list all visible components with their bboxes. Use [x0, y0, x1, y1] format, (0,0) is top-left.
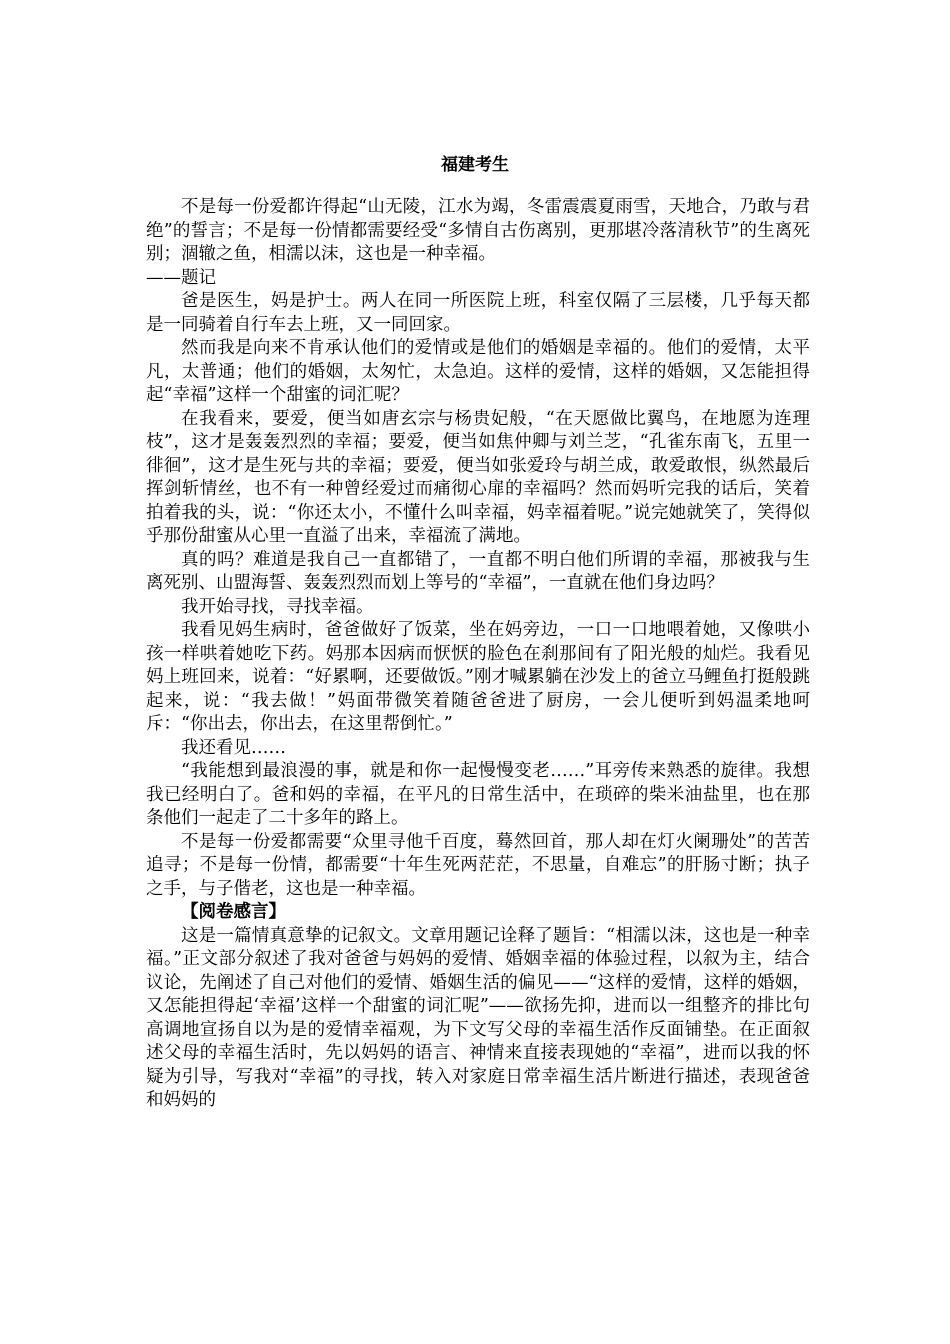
- review-text: 这是一篇情真意挚的记叙文。文章用题记诠释了题旨：“相濡以沫，这也是一种幸福。”正文部分叙述了我对爸爸与妈妈的爱情、婚姻幸福的体验过程，以叙为主，结合议论，先阐述了自己对他们的爱情、婚姻生活的偏见——“这样的爱情，这样的婚姻，又怎能担得起‘幸福’这样一个甜蜜的词汇呢”——欲扬先抑，进而以一组整齐的排比句高调地宣扬自以为是的爱情幸福观，为下文写父母的幸福生活作反面铺垫。在正面叙述父母的幸福生活时，先以妈妈的语言、神情来直接表现她的“幸福”，进而以我的怀疑为引导，写我对“幸福”的寻找，转入对家庭日常幸福生活片断进行描述，表现爸爸和妈妈的: [146, 925, 810, 1110]
- epigraph: 不是每一份爱都许得起“山无陵，江水为竭，冬雷震震夏雨雪，天地合，乃敢与君绝”的誓言；不是每一份情都需要经受“多情自古伤离别，更那堪冷落清秋节”的生离死别；涸辙之鱼，相濡以沫，这也是一种幸福。: [146, 197, 810, 264]
- paragraph: 我还看见……: [181, 737, 286, 758]
- document-body: [146, 196, 810, 1113]
- paragraph: 我开始寻找，寻找幸福。: [181, 596, 374, 617]
- document-title: 福建考生: [441, 155, 509, 175]
- paragraph: 然而我是向来不肯承认他们的爱情或是他们的婚姻是幸福的。他们的爱情，太平凡，太普通；他们的婚姻，太匆忙，太急迫。这样的爱情，这样的婚姻，又怎能担得起“幸福”这样一个甜蜜的词汇呢？: [146, 338, 810, 405]
- paragraph: “我能想到最浪漫的事，就是和你一起慢慢变老……”耳旁传来熟悉的旋律。我想我已经明白了。爸和妈的幸福，在平凡的日常生活中，在琐碎的柴米油盐里，也在那条他们一起走了二十多年的路上。: [146, 761, 810, 828]
- review-heading: 【阅卷感言】: [181, 902, 286, 922]
- paragraph: 不是每一份爱都需要“众里寻他千百度，蓦然回首，那人却在灯火阑珊处”的苦苦追寻；不是每一份情，都需要“十年生死两茫茫，不思量，自难忘”的肝肠寸断；执子之手，与子偕老，这也是一种幸福。: [146, 831, 810, 899]
- paragraph: 爸是医生，妈是护士。两人在同一所医院上班，科室仅隔了三层楼，几乎每天都是一同骑着自行车去上班，又一同回家。: [146, 291, 810, 335]
- epigraph-note: ——题记: [146, 267, 216, 288]
- paragraph: 我看见妈生病时，爸爸做好了饭菜，坐在妈旁边，一口一口地喂着她，又像哄小孩一样哄着她吃下药。妈那本因病而恹恹的脸色在刹那间有了阳光般的灿烂。我看见妈上班回来，说着：“好累啊，还要做饭。”刚才喊累躺在沙发上的爸立马鲤鱼打挺般跳起来，说：“我去做！”妈面带微笑着随爸爸进了厨房，一会儿便听到妈温柔地呵斥：“你出去，你出去，在这里帮倒忙。”: [146, 620, 810, 734]
- paragraph: 在我看来，要爱，便当如唐玄宗与杨贵妃般，“在天愿做比翼鸟，在地愿为连理枝”，这才是轰轰烈烈的幸福；要爱，便当如焦仲卿与刘兰芝，“孔雀东南飞，五里一徘徊”，这才是生死与共的幸福；要爱，便当如张爱玲与胡兰成，敢爱敢恨，纵然最后挥剑斩情丝，也不有一种曾经爱过而痛彻心扉的幸福吗？然而妈听完我的话后，笑着拍着我的头，说：“你还太小，不懂什么叫幸福，妈幸福着呢。”说完她就笑了，笑得似乎那份甜蜜从心里一直溢了出来，幸福流了满地。: [146, 408, 810, 546]
- paragraph: 真的吗？难道是我自己一直都错了，一直都不明白他们所谓的幸福，那被我与生离死别、山盟海誓、轰轰烈烈而划上等号的“幸福”，一直就在他们身边吗？: [146, 549, 810, 593]
